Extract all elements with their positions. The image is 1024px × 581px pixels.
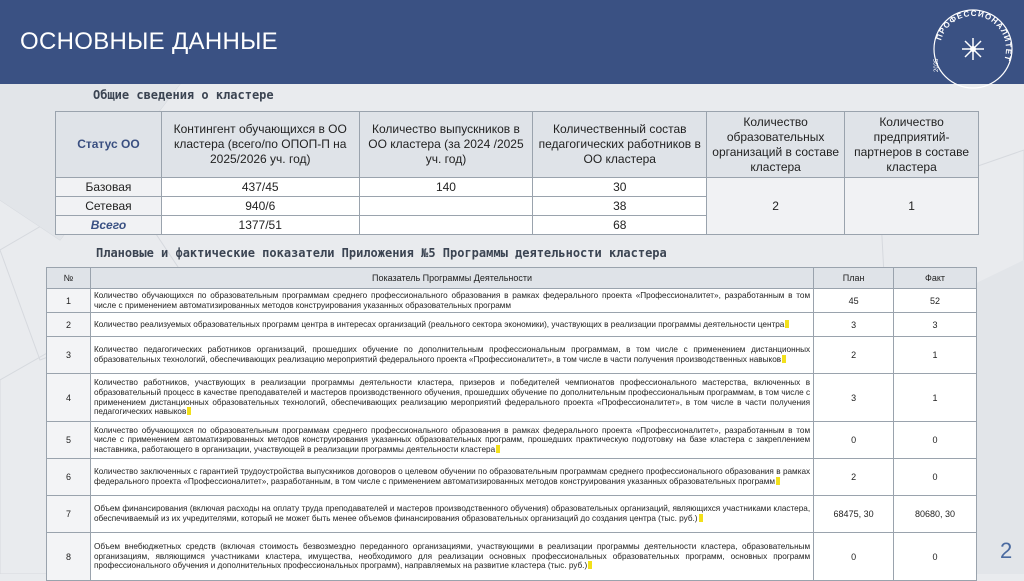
fact-value: 1 xyxy=(894,337,977,374)
highlight-mark xyxy=(782,355,786,363)
row-number: 5 xyxy=(47,422,91,459)
indicator-text-content: Количество обучающихся по образовательным программам среднего профессионального образования в рамках федерального проекта «Профессионалитет», разработанным в том числе с применением автоматизированных методов конструирования указанных образовательных программ, прошедших практическую подготовку на базе кластера с закреплением наставника, работающего в организации, участвующей в реализации программы деятельности кластера xyxy=(93,425,811,454)
graduates-cell xyxy=(359,197,533,216)
highlight-mark xyxy=(776,477,780,485)
teachers-cell: 30 xyxy=(533,178,707,197)
contingent-cell: 437/45 xyxy=(161,178,359,197)
fact-value: 0 xyxy=(894,422,977,459)
plan-value: 68475, 30 xyxy=(814,496,894,533)
fact-value: 0 xyxy=(894,533,977,581)
graduates-cell: 140 xyxy=(359,178,533,197)
logo-ring-text: ПРОФЕССИОНАЛИТЕТ xyxy=(934,8,1014,63)
column-header-num: № xyxy=(47,268,91,289)
column-header-fact: Факт xyxy=(894,268,977,289)
row-number: 4 xyxy=(47,374,91,422)
plan-value: 2 xyxy=(814,459,894,496)
plan-value: 0 xyxy=(814,533,894,581)
indicator-text xyxy=(90,289,813,313)
section-title-cluster-info: Общие сведения о кластере xyxy=(93,88,274,102)
status-cell: Базовая xyxy=(56,178,162,197)
teachers-cell: 38 xyxy=(533,197,707,216)
row-number: 6 xyxy=(47,459,91,496)
row-number: 8 xyxy=(47,533,91,581)
professionalitet-logo xyxy=(930,6,1016,92)
indicator-text-content: Количество педагогических работников организаций, прошедших обучение по дополнительным профессиональным программам, в том числе с применением дистанционных образовательных технологий, обеспечивающих реализацию мероприятий федерального проекта «Профессионалитет», в том числе в части получения производственных навыков xyxy=(93,345,811,364)
highlight-mark xyxy=(699,514,703,522)
indicator-text-content: Объем внебюджетных средств (включая стоимость безвозмездно переданного организациями, участвующими в реализации программы деятельности кластера, образовательным организациям, являющимся участниками кластера, имущества, необходимого для реализации основных профессиональных образовательных программ, основных программ профессионального обучения и дополнительных профессиональных программ), направляемых на развитие кластера (тыс. руб.) xyxy=(93,542,811,571)
indicator-text xyxy=(90,533,813,581)
table-row xyxy=(47,337,977,374)
logo-year: 2025 xyxy=(934,58,940,72)
table-row xyxy=(47,289,977,313)
indicator-text xyxy=(90,422,813,459)
plan-value: 3 xyxy=(814,374,894,422)
indicator-text xyxy=(90,496,813,533)
column-header-contingent: Контингент обучающихся в ОО кластера (всего/по ОПОП-П на 2025/2026 уч. год) xyxy=(161,112,359,178)
indicator-text-content: Количество работников, участвующих в реализации программы деятельности кластера, призеров и победителей чемпионатов профессионального мастерства, включенных в образовательный процесс в качестве преподавателей и мастеров производственного обучения, прошедших обучение по дополнительным профессиональным программам, в том числе с применением дистанционных образовательных технологий, обеспечивающих реализацию мероприятий федерального проекта «Профессионалитет», в том числе в части получения педагогических навыков xyxy=(93,378,811,417)
row-number: 7 xyxy=(47,496,91,533)
indicator-text-content: Количество обучающихся по образовательным программам среднего профессионального образования в рамках федерального проекта «Профессионалитет», разработанным в том числе с применением автоматизированных методов конструирования указанных образовательных программ xyxy=(93,290,811,310)
highlight-mark xyxy=(785,320,789,328)
table-row xyxy=(47,459,977,496)
table-row xyxy=(56,178,979,197)
highlight-mark xyxy=(588,561,592,569)
graduates-cell xyxy=(359,216,533,235)
table-row xyxy=(47,533,977,581)
contingent-cell: 1377/51 xyxy=(161,216,359,235)
orgs-count-cell: 2 xyxy=(707,178,845,235)
table-row xyxy=(47,422,977,459)
indicator-text xyxy=(90,313,813,337)
column-header-indicator: Показатель Программы Деятельности xyxy=(90,268,813,289)
plan-value: 2 xyxy=(814,337,894,374)
plan-value: 3 xyxy=(814,313,894,337)
indicator-text xyxy=(90,374,813,422)
row-number: 1 xyxy=(47,289,91,313)
plan-value: 0 xyxy=(814,422,894,459)
status-cell: Сетевая xyxy=(56,197,162,216)
teachers-cell: 68 xyxy=(533,216,707,235)
table-row xyxy=(47,313,977,337)
fact-value: 3 xyxy=(894,313,977,337)
page-title: ОСНОВНЫЕ ДАННЫЕ xyxy=(20,28,278,55)
indicator-text-content: Объем финансирования (включая расходы на оплату труда преподавателей и мастеров производственного обучения) образовательных организаций, являющихся участниками кластера, обеспечиваемый из их учредителями, который не может быть менее объемов финансирования образовательных организаций до создания центра (тыс. руб.) xyxy=(93,504,811,523)
indicator-text xyxy=(90,337,813,374)
table-row xyxy=(47,496,977,533)
section-title-indicators: Плановые и фактические показатели Приложения №5 Программы деятельности кластера xyxy=(96,246,667,260)
column-header-status: Статус ОО xyxy=(56,112,162,178)
contingent-cell: 940/6 xyxy=(161,197,359,216)
partners-count-cell: 1 xyxy=(845,178,979,235)
status-cell-total: Всего xyxy=(56,216,162,235)
column-header-graduates: Количество выпускников в ОО кластера (за 2024 /2025 уч. год) xyxy=(359,112,533,178)
table-row xyxy=(47,374,977,422)
column-header-plan: План xyxy=(814,268,894,289)
page-number: 2 xyxy=(1000,538,1013,563)
indicators-table xyxy=(46,267,977,581)
indicator-text-content: Количество реализуемых образовательных программ центра в интересах организаций (реального сектора экономики), участвующих в реализации программы деятельности центра xyxy=(93,319,785,329)
highlight-mark xyxy=(187,407,191,415)
row-number: 2 xyxy=(47,313,91,337)
column-header-partners: Количество предприятий-партнеров в составе кластера xyxy=(845,112,979,178)
highlight-mark xyxy=(496,445,500,453)
indicator-text-content: Количество заключенных с гарантией трудоустройства выпускников договоров о целевом обучении по образовательным программам среднего профессионального образования в рамках федерального проекта «Профессионалитет», разработанным, в том числе с применением автоматизированных методов конструирования указанных образовательных программ xyxy=(93,467,811,486)
plan-value: 45 xyxy=(814,289,894,313)
fact-value: 0 xyxy=(894,459,977,496)
fact-value: 52 xyxy=(894,289,977,313)
indicator-text xyxy=(90,459,813,496)
fact-value: 1 xyxy=(894,374,977,422)
cluster-info-table xyxy=(55,111,979,235)
fact-value: 80680, 30 xyxy=(894,496,977,533)
column-header-teachers: Количественный состав педагогических работников в ОО кластера xyxy=(533,112,707,178)
row-number: 3 xyxy=(47,337,91,374)
column-header-orgs: Количество образовательных организаций в составе кластера xyxy=(707,112,845,178)
